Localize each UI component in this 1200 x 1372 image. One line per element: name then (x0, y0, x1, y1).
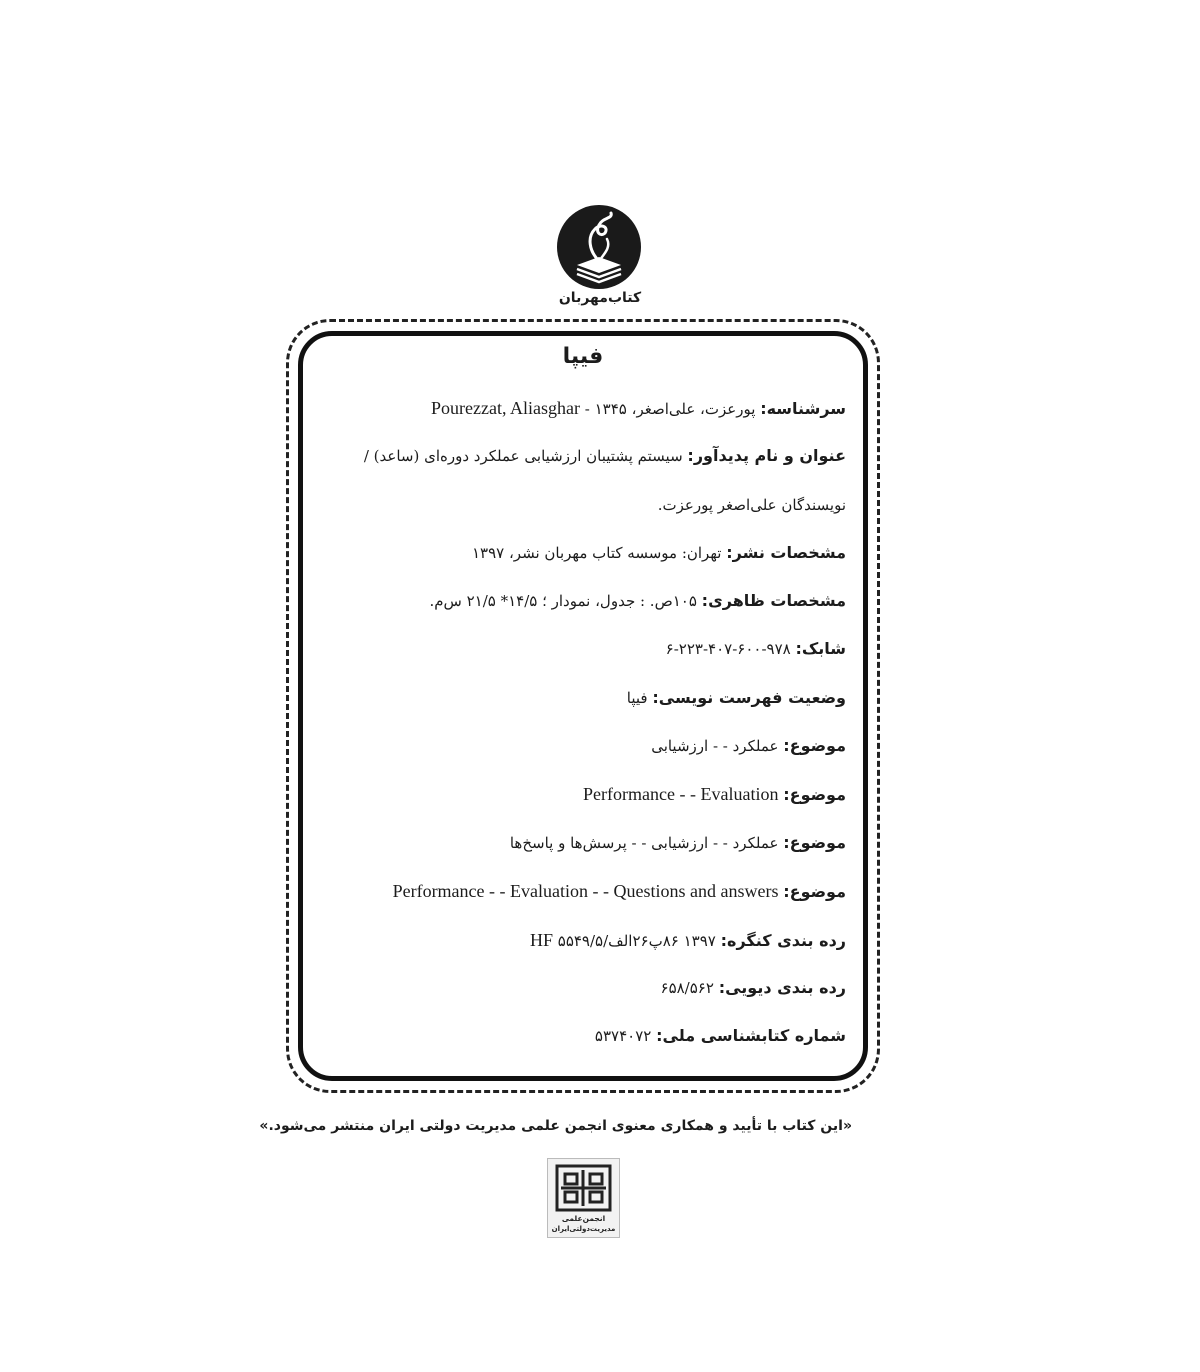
endorsement-note: «این کتاب با تأیید و همکاری معنوی انجمن علمی مدیریت دولتی ایران منتشر می‌شود.» (259, 1118, 852, 1134)
entry-value: تهران: موسسه کتاب مهربان نشر، ۱۳۹۷ (471, 544, 722, 562)
association-seal-icon (547, 1158, 620, 1238)
publisher-logo-text: کتاب‌مهربان (558, 290, 642, 306)
entry-subject-en (320, 779, 846, 809)
entry-value-en: Performance - - Evaluation (583, 784, 779, 804)
entry-dewey-classification (320, 973, 846, 1003)
entry-title-statement (320, 441, 846, 471)
entry-label: رده بندی کنگره: (720, 931, 846, 950)
entry-value: ۹۷۸-۶۰۰-۴۰۷-۲۲۳-۶ (665, 640, 791, 658)
entry-label: شماره کتابشناسی ملی: (656, 1026, 846, 1045)
entry-label: مشخصات ظاهری: (701, 591, 846, 610)
entry-value: ۱۳۹۷ ۸۶پ۲۶الف/۵۵۴۹/۵ (557, 932, 716, 950)
entry-value-en: Pourezzat, Aliasghar (431, 398, 580, 418)
entry-value: نویسندگان علی‌اصغر پورعزت. (657, 496, 846, 514)
entry-value: عملکرد - - ارزشیابی (651, 737, 779, 755)
entry-publication (320, 538, 846, 568)
entry-label: رده بندی دیویی: (718, 978, 846, 997)
entry-label: موضوع: (783, 833, 846, 852)
seal-text: انجمن‌علمی (561, 1214, 606, 1223)
entry-value: عملکرد - - ارزشیابی - - پرسش‌ها و پاسخ‌ها (509, 834, 779, 852)
entry-value-en: HF (529, 930, 553, 950)
entry-subject (320, 731, 846, 761)
entry-isbn (320, 634, 846, 664)
entry-title-statement-cont (320, 490, 846, 520)
card-title: فیپا (562, 344, 604, 369)
seal-text: مدیریت‌دولتی‌ایران (551, 1225, 616, 1233)
entry-physical-description (320, 586, 846, 616)
entry-subject (320, 828, 846, 858)
entry-label: موضوع: (783, 785, 846, 804)
entry-label: شابک: (795, 639, 846, 658)
entry-label: موضوع: (783, 882, 846, 901)
entry-value: ۶۵۸/۵۶۲ (660, 979, 714, 997)
entry-label: وضعیت فهرست نویسی: (652, 688, 846, 707)
entry-value-en: Performance - - Evaluation - - Questions and answers (392, 881, 779, 901)
entry-value: ۵۳۷۴۰۷۲ (594, 1027, 652, 1045)
entry-value: فیپا (626, 689, 648, 707)
entry-value: ۱۰۵ص. : جدول، نمودار ؛ ۱۴/۵* ۲۱/۵ س‌م. (429, 592, 697, 610)
entry-national-bibliography-number (320, 1021, 846, 1051)
entry-subject-en (320, 876, 846, 906)
entry-lc-classification (320, 925, 846, 955)
entry-main-heading (320, 393, 846, 423)
entry-label: مشخصات نشر: (726, 543, 846, 562)
entry-label: سرشناسه: (760, 399, 846, 418)
entry-cataloging-status (320, 683, 846, 713)
entry-label: عنوان و نام پدیدآور: (687, 446, 846, 465)
entry-value: پورعزت، علی‌اصغر، ۱۳۴۵ - (580, 400, 756, 418)
entry-value: سیستم پشتیبان ارزشیابی عملکرد دوره‌ای (ساعد) / (363, 447, 683, 465)
entry-label: موضوع: (783, 736, 846, 755)
